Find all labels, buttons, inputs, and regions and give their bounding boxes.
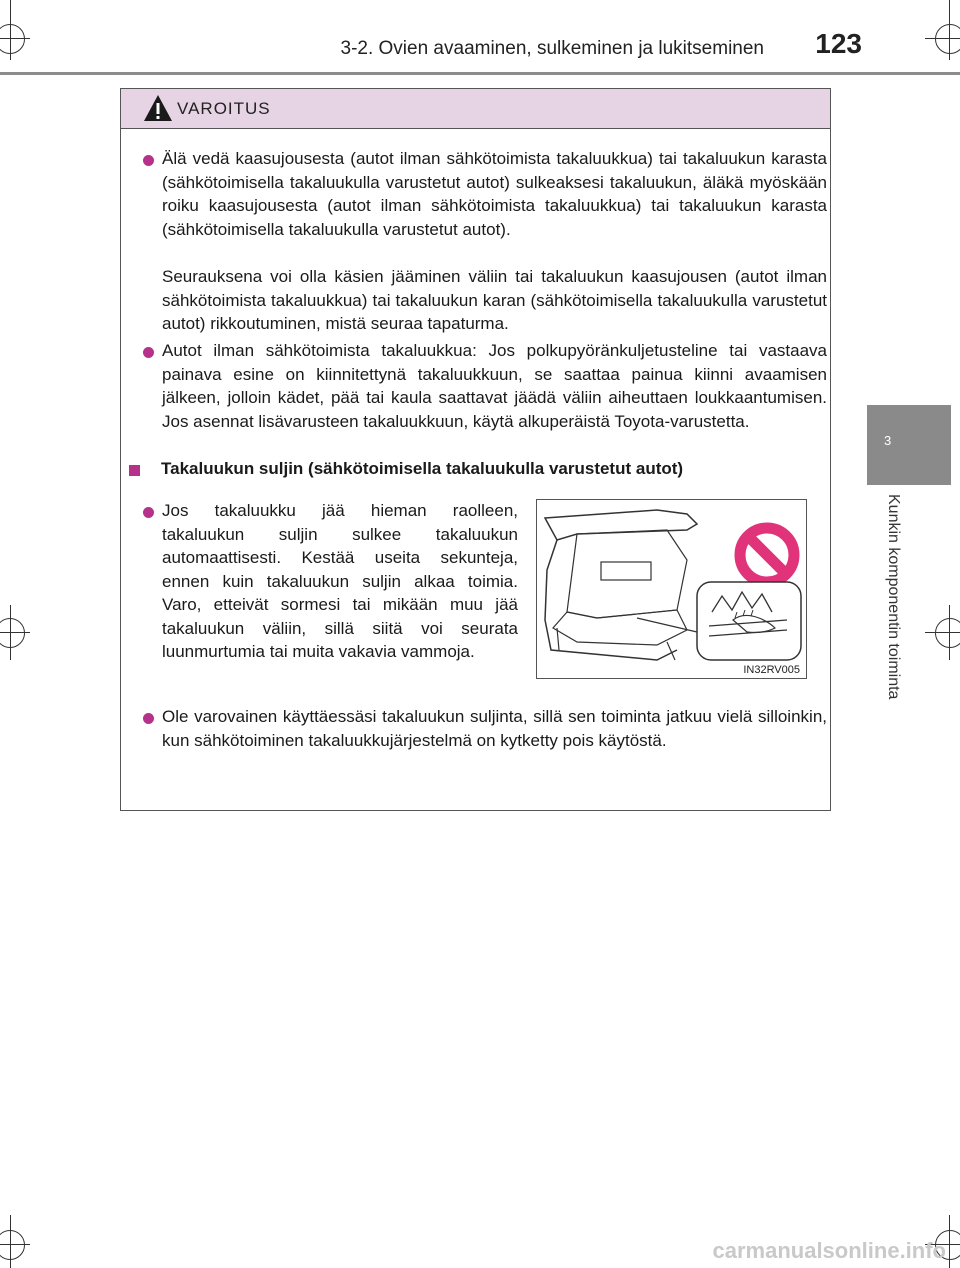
section-title: 3-2. Ovien avaaminen, sulkeminen ja lukitseminen (340, 38, 764, 59)
bullet-dot (143, 155, 154, 166)
bullet-dot (143, 713, 154, 724)
warning-triangle-icon (143, 94, 173, 122)
warning-box (120, 88, 831, 811)
tailgate-car-drawing (537, 500, 807, 679)
watermark-text: carmanualsonline.info (712, 1238, 946, 1263)
page-number: 123 (815, 28, 862, 59)
subheading: Takaluukun suljin (sähkötoimisella takaluukulla varustetut autot) (161, 459, 684, 478)
warning-paragraph-4: Ole varovainen käyttäessäsi takaluukun suljinta, sillä sen toiminta jatkuu vielä silloinkin, kun sähkötoiminen takaluukkujärjestelmä on kytketty pois käytöstä. (162, 707, 827, 750)
illustration-code: IN32RV005 (743, 664, 800, 676)
chapter-tab-number: 3 (884, 433, 892, 448)
warning-paragraph-1-continued: Seurauksena voi olla käsien jääminen väliin tai takaluukun kaasujousen (autot ilman sähkötoimista takaluukkua) tai takaluukun karan (sähkötoimisella takaluukulla varustetut autot) rikkoutuminen, mistä seuraa tapaturma. (162, 267, 827, 333)
warning-header (121, 89, 830, 129)
warning-paragraph-2: Autot ilman sähkötoimista takaluukkua: Jos polkupyöränkuljetusteline tai vastaava painava esine on kiinnitettynä takaluukkuun, se saattaa painua kiinni avaamisen jälkeen, jolloin kädet, pää tai kaula saattavat jäädä väliin aiheuttaen loukkaantumisen. Jos asennat lisävarusteen takaluukkuun, käytä alkuperäistä Toyota-varustetta. (162, 341, 827, 431)
warning-paragraph-1: Älä vedä kaasujousesta (autot ilman sähkötoimista takaluukkua) tai takaluukun karasta (sähkötoimisella takaluukulla varustetut autot) sulkeaksesi takaluukun, äläkä myöskään roiku kaasujousesta (autot ilman sähkötoimista takaluukkua) tai takaluukun karasta (sähkötoimisella takaluukulla varustetut autot). (162, 149, 827, 239)
bullet-dot (143, 507, 154, 518)
subheading-square-icon (129, 465, 140, 476)
bullet-dot (143, 347, 154, 358)
chapter-tab-label: Kunkin komponentin toiminta (885, 494, 902, 700)
header-rule (0, 72, 960, 75)
warning-title: VAROITUS (177, 99, 271, 118)
warning-paragraph-3: Jos takaluukku jää hieman raolleen, takaluukun suljin sulkee takaluukun automaattisesti. Kestää useita sekunteja, ennen kuin takaluukun suljin alkaa toimia. Varo, etteivät sormesi tai mikään muu jää takaluukun väliin, sillä siitä voi seurata luunmurtumia tai muita vakavia vammoja. (162, 501, 518, 661)
tailgate-closer-illustration (536, 499, 807, 679)
chapter-tab (867, 405, 951, 485)
